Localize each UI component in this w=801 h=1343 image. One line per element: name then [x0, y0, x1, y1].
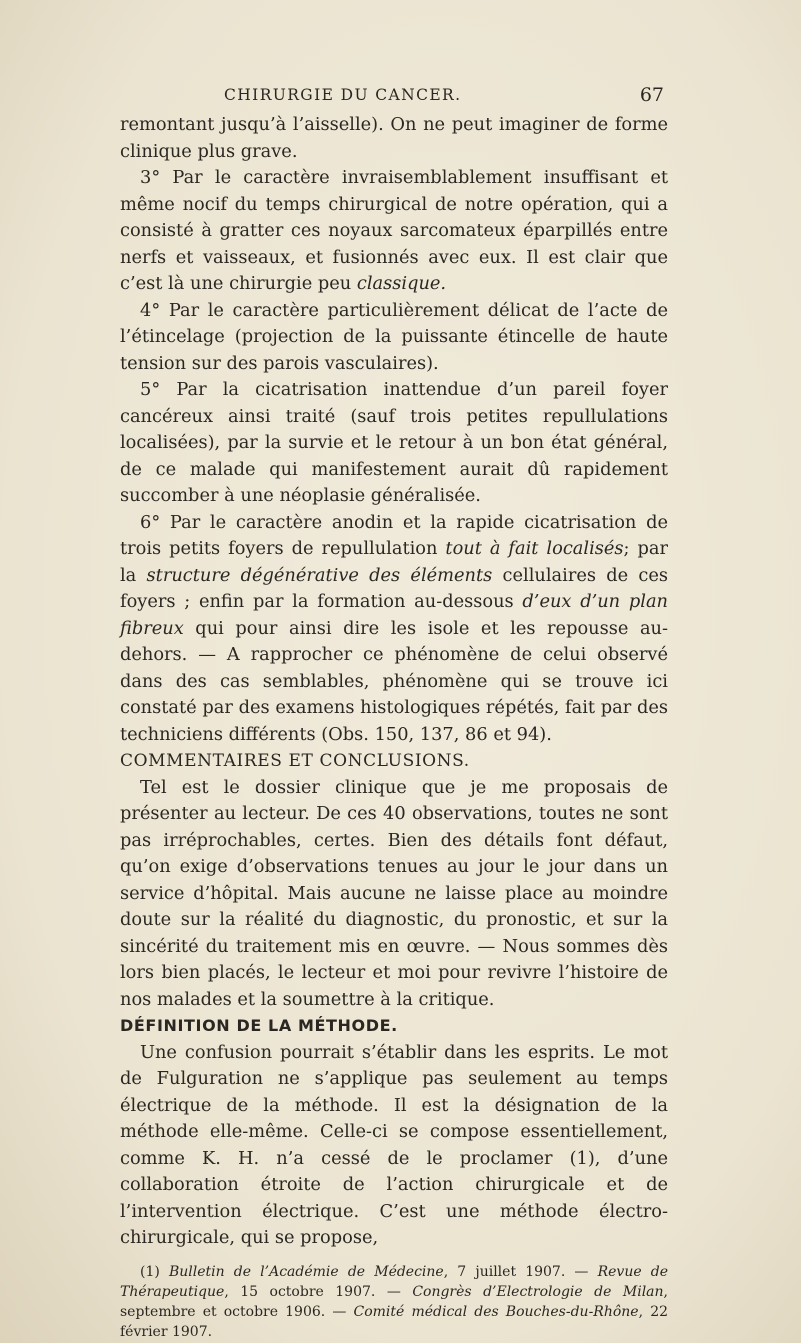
footnote-text-b: , 7 juillet 1907. —: [443, 1263, 598, 1280]
paragraph-1: remontant jusqu’à l’aisselle). On ne peut imaginer de forme clinique plus grave.: [120, 114, 668, 162]
running-title: CHIRURGIE DU CANCER.: [224, 86, 462, 104]
paragraph-5-italic-2: structure dégénérative des éléments: [146, 564, 493, 586]
footnote-text-e: , 22 février 1907.: [120, 1303, 669, 1340]
footnote-text-d: , septembre et octobre 1906. —: [120, 1283, 668, 1320]
paragraph-6: Tel est le dossier clinique que je me proposais de présenter au lecteur. De ces 40 observations, toutes ne sont pas irréprochables, certes. Bien des détails font défaut, qu’on exige d’observations tenues au jour le jour dans un service d’hôpital. Mais aucune ne laisse place au moindre doute sur la réalité du diagnostic, du pronostic, et sur la sincérité du traitement mis en œuvre. — Nous sommes dès lors bien placés, le lecteur et moi pour revivre l’histoire de nos malades et la soumettre à la critique.: [120, 776, 668, 1010]
footnote-italic-1: Bulletin de l’Académie de Médecine: [168, 1263, 444, 1280]
paragraph-2-italic: classique.: [356, 273, 447, 294]
footnote-text-a: (1): [140, 1263, 169, 1280]
paragraph-5-text-d: qui pour ainsi dire les isole et les repousse au-dehors. — A rapprocher ce phénomène de celui observé dans des cas semblables, phénomène qui se trouve ici constaté par des examens histologiques répétés, fait par des techniciens différents (Obs. 150, 137, 86 et 94).: [120, 617, 668, 745]
body-text: [120, 112, 668, 1342]
footnote-italic-2: Revue de Thérapeutique: [120, 1263, 669, 1300]
paragraph-2-text: 3° Par le caractère invraisemblablement insuffisant et même nocif du temps chirurgical de notre opération, qui a consisté à gratter ces noyaux sarcomateux éparpillés entre nerfs et vaisseaux, et fusionnés avec eux. Il est clair que c’est là une chirurgie peu: [120, 167, 668, 294]
paragraph-5-italic-1: tout à fait localisés: [445, 538, 624, 559]
footnotes: [120, 1262, 668, 1342]
page-number: 67: [639, 84, 664, 106]
footnote-1: [120, 1262, 668, 1342]
paragraph-7: Une confusion pourrait s’établir dans les esprits. Le mot de Fulguration ne s’applique pas seulement au temps électrique de la méthode. Il est la désignation de la méthode elle-même. Celle-ci se compose essentiellement, comme K. H. n’a cessé de le proclamer (1), d’une collaboration étroite de l’action chirurgicale et de l’intervention électrique. C’est une méthode électro-chirurgicale, qui se propose,: [120, 1041, 668, 1248]
footnote-text-c: , 15 octobre 1907. —: [224, 1283, 413, 1300]
paragraph-5: [120, 510, 668, 749]
paragraph-5-text-a: 6° Par le caractère anodin et la rapide cicatrisation de trois petits foyers de repullulation: [120, 511, 668, 559]
paragraph-5-italic-3: d’eux d’un plan fibreux: [120, 591, 668, 639]
section-heading-comments: COMMENTAIRES ET CONCLUSIONS.: [120, 751, 470, 771]
paragraph-4: 5° Par la cicatrisation inattendue d’un pareil foyer cancéreux ainsi traité (sauf trois petites repullulations localisées), par la survie et le retour à un bon état général, de ce malade qui manifestement aurait dû rapidement succomber à une néoplasie généralisée.: [120, 379, 668, 506]
paragraph-5-text-b: ; par la: [120, 538, 668, 586]
paragraph-3: 4° Par le caractère particulièrement délicat de l’acte de l’étincelage (projection de la puissante étincelle de haute tension sur des parois vasculaires).: [120, 299, 668, 374]
paragraph-2: [120, 165, 668, 298]
footnote-italic-3: Congrès d’Electrologie de Milan: [412, 1283, 664, 1300]
section-heading-definition: DÉFINITION DE LA MÉTHODE.: [120, 1016, 398, 1035]
footnote-italic-4: Comité médical des Bouches-du-Rhône: [353, 1303, 639, 1320]
paragraph-5-text-c: cellulaires de ces foyers ; enfin par la formation au-dessous: [120, 564, 668, 612]
